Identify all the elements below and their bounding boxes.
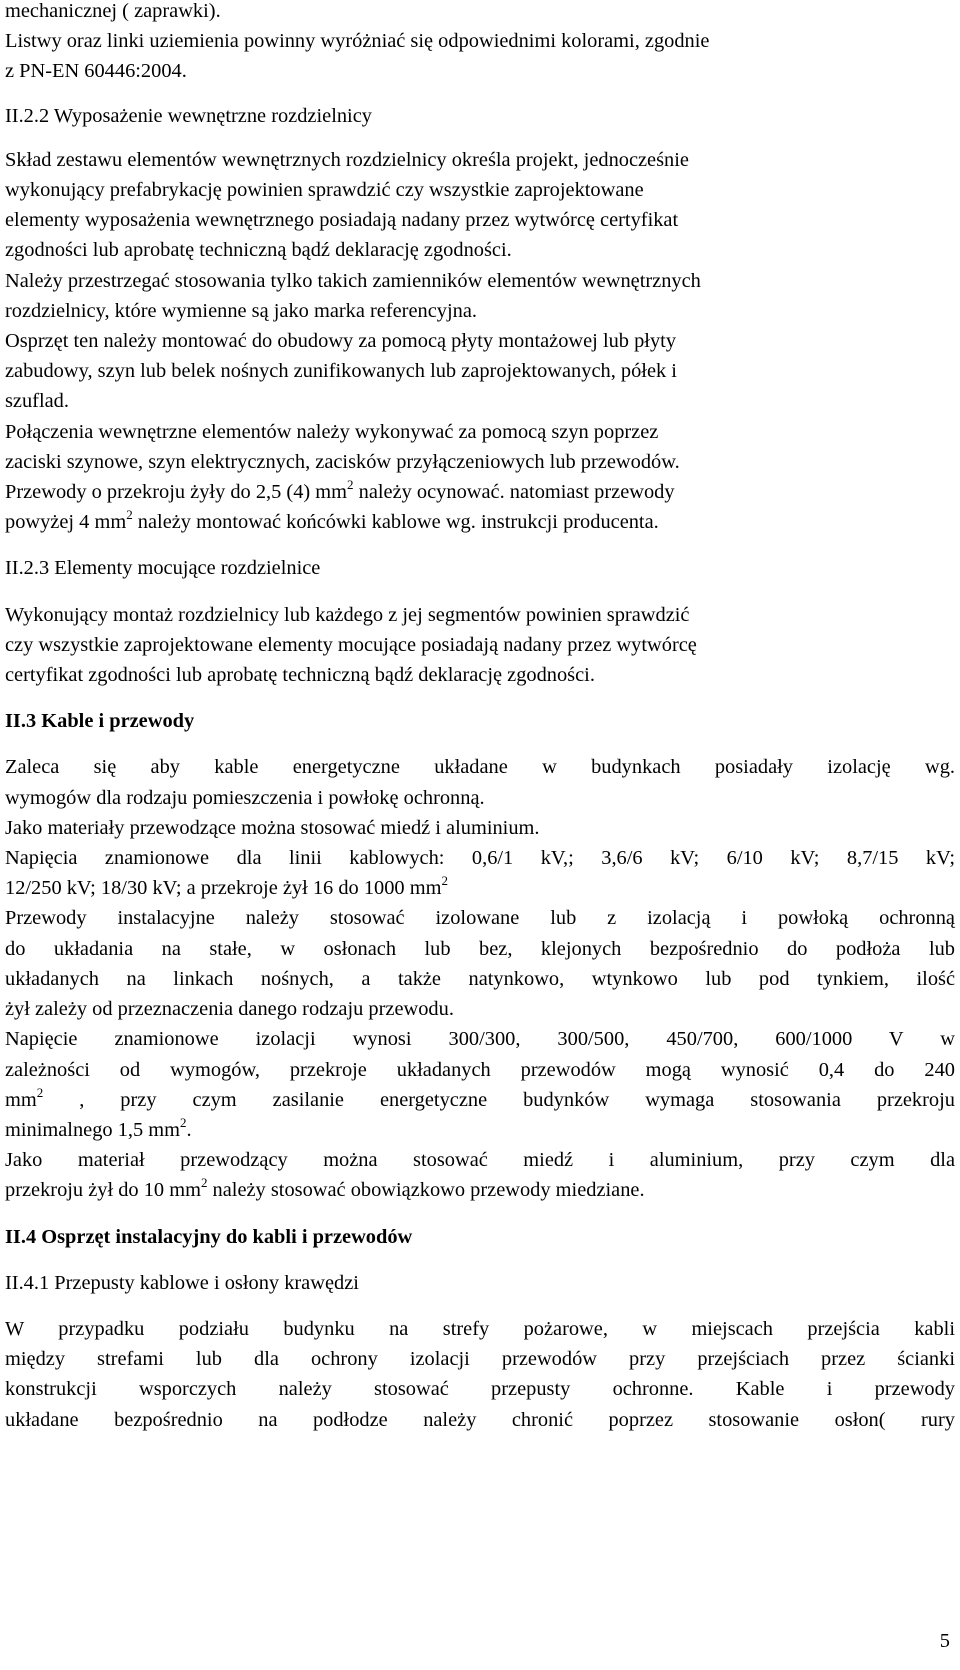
text-fragment: mm [5, 1088, 37, 1111]
text-line: certyfikat zgodności lub aprobatę techniczną bądź deklarację zgodności. [5, 664, 595, 687]
text-line: Napięcie znamionowe izolacji wynosi 300/300, 300/500, 450/700, 600/1000 V w [5, 1028, 955, 1051]
text-line: wymogów dla rodzaju pomieszczenia i powłokę ochronną. [5, 786, 485, 809]
text-fragment: należy ocynować. natomiast przewody [353, 481, 675, 504]
text-line: Wykonujący montaż rozdzielnicy lub każdego z jej segmentów powinien sprawdzić [5, 603, 690, 626]
text-line: żył zależy od przeznaczenia danego rodzaju przewodu. [5, 998, 454, 1021]
text-line: szuflad. [5, 390, 69, 413]
text-line: Jako materiał przewodzący można stosować miedź i aluminium, przy czym dla [5, 1149, 955, 1172]
text-line: W przypadku podziału budynku na strefy pożarowe, w miejscach przejścia kabli [5, 1317, 955, 1340]
paragraph-ii-2-3 [5, 600, 955, 691]
text-line: czy wszystkie zaprojektowane elementy mocujące posiadają nadany przez wytwórcę [5, 633, 697, 656]
section-heading-ii-2-3: II.2.3 Elementy mocujące rozdzielnice [5, 557, 321, 580]
text-line: zgodności lub aprobatę techniczną bądź deklarację zgodności. [5, 239, 512, 262]
text-line: Listwy oraz linki uziemienia powinny wyróżniać się odpowiednimi kolorami, zgodnie [5, 30, 710, 53]
text-line [5, 1115, 955, 1145]
text-fragment: minimalnego 1,5 mm [5, 1118, 181, 1141]
text-line: do układania na stałe, w osłonach lub bez, klejonych bezpośrednio do podłoża lub [5, 937, 955, 960]
text-line: Osprzęt ten należy montować do obudowy za pomocą płyty montażowej lub płyty [5, 330, 677, 353]
text-line: konstrukcji wsporczych należy stosować przepusty ochronne. Kable i przewody [5, 1378, 955, 1401]
text-line: Przewody instalacyjne należy stosować izolowane lub z izolacją i powłoką ochronną [5, 907, 955, 930]
text-line: układanych na linkach nośnych, a także natynkowo, wtynkowo lub pod tynkiem, ilość [5, 967, 955, 990]
text-line [5, 1085, 955, 1115]
text-line: Jako materiały przewodzące można stosować miedź i aluminium. [5, 816, 540, 839]
text-line: między strefami lub dla ochrony izolacji przewodów przy przejściach przez ścianki [5, 1348, 955, 1371]
text-line [5, 873, 955, 903]
text-line: Napięcia znamionowe dla linii kablowych: 0,6/1 kV,; 3,6/6 kV; 6/10 kV; 8,7/15 kV; [5, 847, 955, 870]
text-line: wykonujący prefabrykację powinien sprawdzić czy wszystkie zaprojektowane [5, 179, 644, 202]
text-line: Zaleca się aby kable energetyczne układane w budynkach posiadały izolację wg. [5, 756, 955, 779]
text-line [5, 1175, 955, 1205]
text-fragment: powyżej 4 mm [5, 511, 127, 534]
section-heading-ii-4: II.4 Osprzęt instalacyjny do kabli i przewodów [5, 1225, 413, 1248]
text-line: elementy wyposażenia wewnętrznego posiadają nadany przez wytwórcę certyfikat [5, 209, 679, 232]
text-line: rozdzielnicy, które wymienne są jako marka referencyjna. [5, 299, 477, 322]
superscript: 2 [36, 1084, 44, 1100]
text-line: Należy przestrzegać stosowania tylko takich zamienników elementów wewnętrznych [5, 269, 701, 292]
superscript: 2 [180, 1114, 187, 1130]
superscript: 2 [126, 507, 133, 523]
text-line: zabudowy, szyn lub belek nośnych zunifikowanych lub zaprojektowanych, półek i [5, 360, 677, 383]
text-line: zależności od wymogów, przekroje układanych przewodów mogą wynosić 0,4 do 240 [5, 1058, 955, 1081]
text-fragment: , przy czym zasilanie energetyczne budynków wymaga stosowania przekroju [79, 1088, 955, 1111]
text-line: układane bezpośrednio na podłodze należy chronić poprzez stosowanie osłon( rury [5, 1408, 955, 1431]
text-line [5, 507, 955, 537]
superscript: 2 [200, 1175, 208, 1191]
section-heading-ii-3: II.3 Kable i przewody [5, 710, 195, 733]
intro-paragraph [5, 0, 955, 87]
document-page [5, 0, 955, 1435]
paragraph-ii-4-1 [5, 1314, 955, 1435]
text-fragment: 12/250 kV; 18/30 kV; a przekroje żył 16 do 1000 mm [5, 877, 442, 900]
page-number: 5 [939, 1630, 950, 1652]
section-heading-ii-2-2: II.2.2 Wyposażenie wewnętrzne rozdzielnicy [5, 104, 372, 127]
superscript: 2 [441, 873, 448, 889]
text-fragment: należy montować końcówki kablowe wg. instrukcji producenta. [132, 511, 659, 534]
text-line: mechanicznej ( zaprawki). [5, 0, 221, 22]
text-line: Skład zestawu elementów wewnętrznych rozdzielnicy określa projekt, jednocześnie [5, 148, 689, 171]
paragraph-ii-3 [5, 752, 955, 1205]
text-fragment: należy stosować obowiązkowo przewody miedziane. [207, 1179, 645, 1202]
paragraph-ii-2-2 [5, 145, 955, 538]
text-line: Połączenia wewnętrzne elementów należy wykonywać za pomocą szyn poprzez [5, 420, 659, 443]
text-fragment: Przewody o przekroju żyły do 2,5 (4) mm [5, 481, 348, 504]
text-line [5, 477, 955, 507]
text-fragment: . [186, 1118, 192, 1141]
superscript: 2 [347, 477, 354, 493]
text-line: z PN-EN 60446:2004. [5, 60, 187, 83]
text-fragment: przekroju żył do 10 mm [5, 1179, 201, 1202]
section-heading-ii-4-1: II.4.1 Przepusty kablowe i osłony krawędzi [5, 1271, 359, 1294]
text-line: zaciski szynowe, szyn elektrycznych, zacisków przyłączeniowych lub przewodów. [5, 450, 680, 473]
